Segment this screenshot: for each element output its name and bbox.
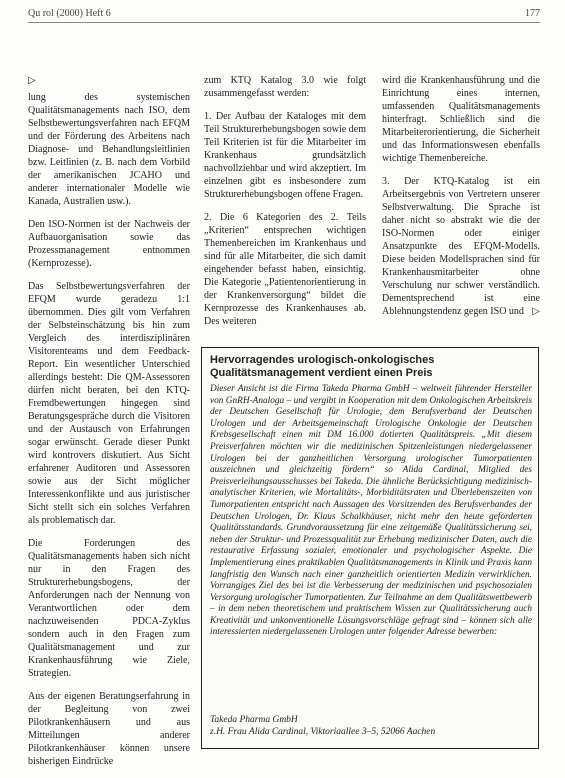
paragraph: zum KTQ Katalog 3.0 wie folgt zusammengefasst werden: xyxy=(204,75,366,99)
continuation-marker: ▷ xyxy=(28,75,36,86)
paragraph: Das Selbstbewertungsverfahren der EFQM wurde geradezu 1:1 übernommen. Dies gilt vom Verfahren der Selbsteinschätzung bis hin zum Vergleich des interdisziplinären Visitorenteams und dem Feedback-Report. Ein wesentlicher Unterschied allerdings besteht: Die QM-Assessoren dürfen nicht beraten, bei den KTQ-Fremdbewertungen hingegen sind Beratungsgespräche durch die Visitoren und der Austausch von Erfahrungen sogar erwünscht. Gerade dieser Punkt wird kontrovers diskutiert. Aus Sicht erfahrener Auditoren und Assessoren sowie aus der Sicht möglicher Interessenkonflikte und aus juristischer Sicht stellt sich ein solches Verfahren als problematisch dar. xyxy=(28,281,190,526)
paragraph-text: 3. Der KTQ-Katalog ist ein Arbeitsergebnis von Vertretern unserer Selbstverwaltung. Die Sprache ist daher nicht so abstrakt wie die der ISO-Normen oder einiger Ansatzpunkte des EFQM-Modells. Diese beiden Modellsprachen sind für Krankenhausmitarbeiter ohne Verschulung nur schwer verständlich. Dementsprechend ist eine Ablehnungstendenz gegen ISO und xyxy=(382,176,540,317)
paragraph: 2. Die 6 Kategorien des 2. Teils „Kriterien“ entsprechen wichtigen Themenbereichen im Krankenhaus und sind für alle Mitarbeiter, die sich damit eingehender befasst haben, einsichtig. Die Kategorie „Patientenorientierung in der Krankenversorgung“ bildet die Kernprozesse des Krankenhauses ab. Des weiteren xyxy=(204,212,366,327)
paragraph: lung des systemischen Qualitätsmanagements nach ISO, dem Selbstbewertungsverfahren nach EFQM und der Förderung des Arbeitens nach Diagnose- und Behandlungsleitlinien bzw. Leitlinien (z. B. nach dem Vorbild der amerikanischen JCAHO und anderer internationaler Modelle wie Kanada, Australien usw.). xyxy=(28,92,190,207)
continuation-arrow-icon: ▷ xyxy=(532,306,540,317)
box-body: Dieser Ansicht ist die Firma Takeda Pharma GmbH – weltweit führender Hersteller von GnRH-Analoga – und vergibt in Kooperation mit dem Onkologischen Arbeitskreis der Deutschen Gesellschaft für Urologie, dem Berufsverband der Deutschen Urologen und der Arbeitsgemeinschaft Urologische Onkologie der Deutschen Krebsgesellschaft einen mit DM 16.000 dotierten Qualitätspreis. „Mit diesem Preisverfahren möchten wir die medizinischen Spitzenleistungen niedergelassener Urologen bei der ganzheitlichen Versorgung urologischer Tumorpatienten auszeichnen und gleichzeitig fördern“ so Alida Cardinal, Mitglied des Preisverleihungsausschusses bei Takeda. Die ähnliche Berücksichtigung medizinisch-analytischer Kriterien, wie Mortalitäts-, Morbiditätsraten und Überlebenszeiten von Tumorpatienten entspricht nach Aussagen des Vorsitzenden des Berufsverbandes der Deutschen Urologen, Dr. Klaus Schalkhäuser, nicht mehr den heute geforderten Qualitätsstandards. Grundvoraussetzung für eine zeitgemäße Qualitätssicherung sei, neben der Struktur- und Prozessqualität zur Erhebung medizinischer Daten, auch die restaurative Erfassung sozialer, emotionaler und psychologischer Aspekte. Die Implementierung eines praktikablen Qualitätsmanagements in Klinik und Praxis kann langfristig den Wunsch nach einer ganzheitlich orientierten Medizin verwirklichen. Vorrangiges Ziel des bei ist die Verbesserung der medizinischen und psychosozialen Versorgung urologischer Tumorpatienten. Zur Teilnahme an dem Qualitätswettbewerb – in dem neben theoretischem und praktischem Wissen zur Qualitätssicherung auch Kreativität und unkonventionelle Lösungsvorschläge gefragt sind – können sich alle interessierten niedergelassenen Urologen unter folgender Adresse bewerben: xyxy=(210,384,532,638)
paragraph: 1. Der Aufbau der Kataloges mit dem Teil Strukturerhebungsbogen sowie dem Teil Kriterien ist für die Mitarbeiter im Krankenhaus grundsätzlich nachvollziehbar und wird akzeptiert. Im einzelnen gibt es insbesondere zum Strukturerhebungsbogen offene Fragen. xyxy=(204,111,366,200)
paragraph: wird die Krankenhausführung und die Einrichtung eines internen, umfassenden Qualitätsmanagements hinterfragt. Schließlich sind die Mitarbeiterorientierung, die Sicherheit und das Informationswesen ebenfalls wichtige Themenbereiche. xyxy=(382,75,540,164)
paragraph xyxy=(382,175,540,318)
paragraph: Aus der eigenen Beratungserfahrung in der Begleitung von zwei Pilotkrankenhäusern und aus Mitteilungen anderer Pilotkrankenhäuser können unsere bisherigen Eindrücke xyxy=(28,691,190,767)
box-address xyxy=(210,714,532,738)
paragraph: Die Forderungen des Qualitätsmanagements haben sich nicht nur in den Fragen des Strukturerhebungsbogens, der Anforderungen nach der Nennung von Verantwortlichen oder dem nachzuweisenden PDCA-Zyklus sondern auch in den Fragen zum Qualitätsmanagement und zur Krankenhausführung wie Ziele, Strategien. xyxy=(28,538,190,679)
text-column-3 xyxy=(382,74,540,328)
text-column-2 xyxy=(204,74,366,338)
text-column-1 xyxy=(28,74,190,778)
contact-address: z.H. Frau Alida Cardinal, Viktoriaallee 3–5, 52066 Aachen xyxy=(210,727,436,737)
page-number: 177 xyxy=(525,8,540,19)
award-announcement-box xyxy=(201,347,539,749)
header-rule xyxy=(28,22,540,23)
journal-title: Qu rol (2000) Heft 6 xyxy=(28,8,111,19)
company-name: Takeda Pharma GmbH xyxy=(210,715,298,725)
running-header xyxy=(28,8,540,22)
paragraph: Den ISO-Normen ist der Nachweis der Aufbauorganisation sowie das Prozessmanagement entnommen (Kernprozesse). xyxy=(28,219,190,269)
box-title: Hervorragendes urologisch-onkologisches Qualitätsmanagement verdient einen Preis xyxy=(210,354,435,379)
